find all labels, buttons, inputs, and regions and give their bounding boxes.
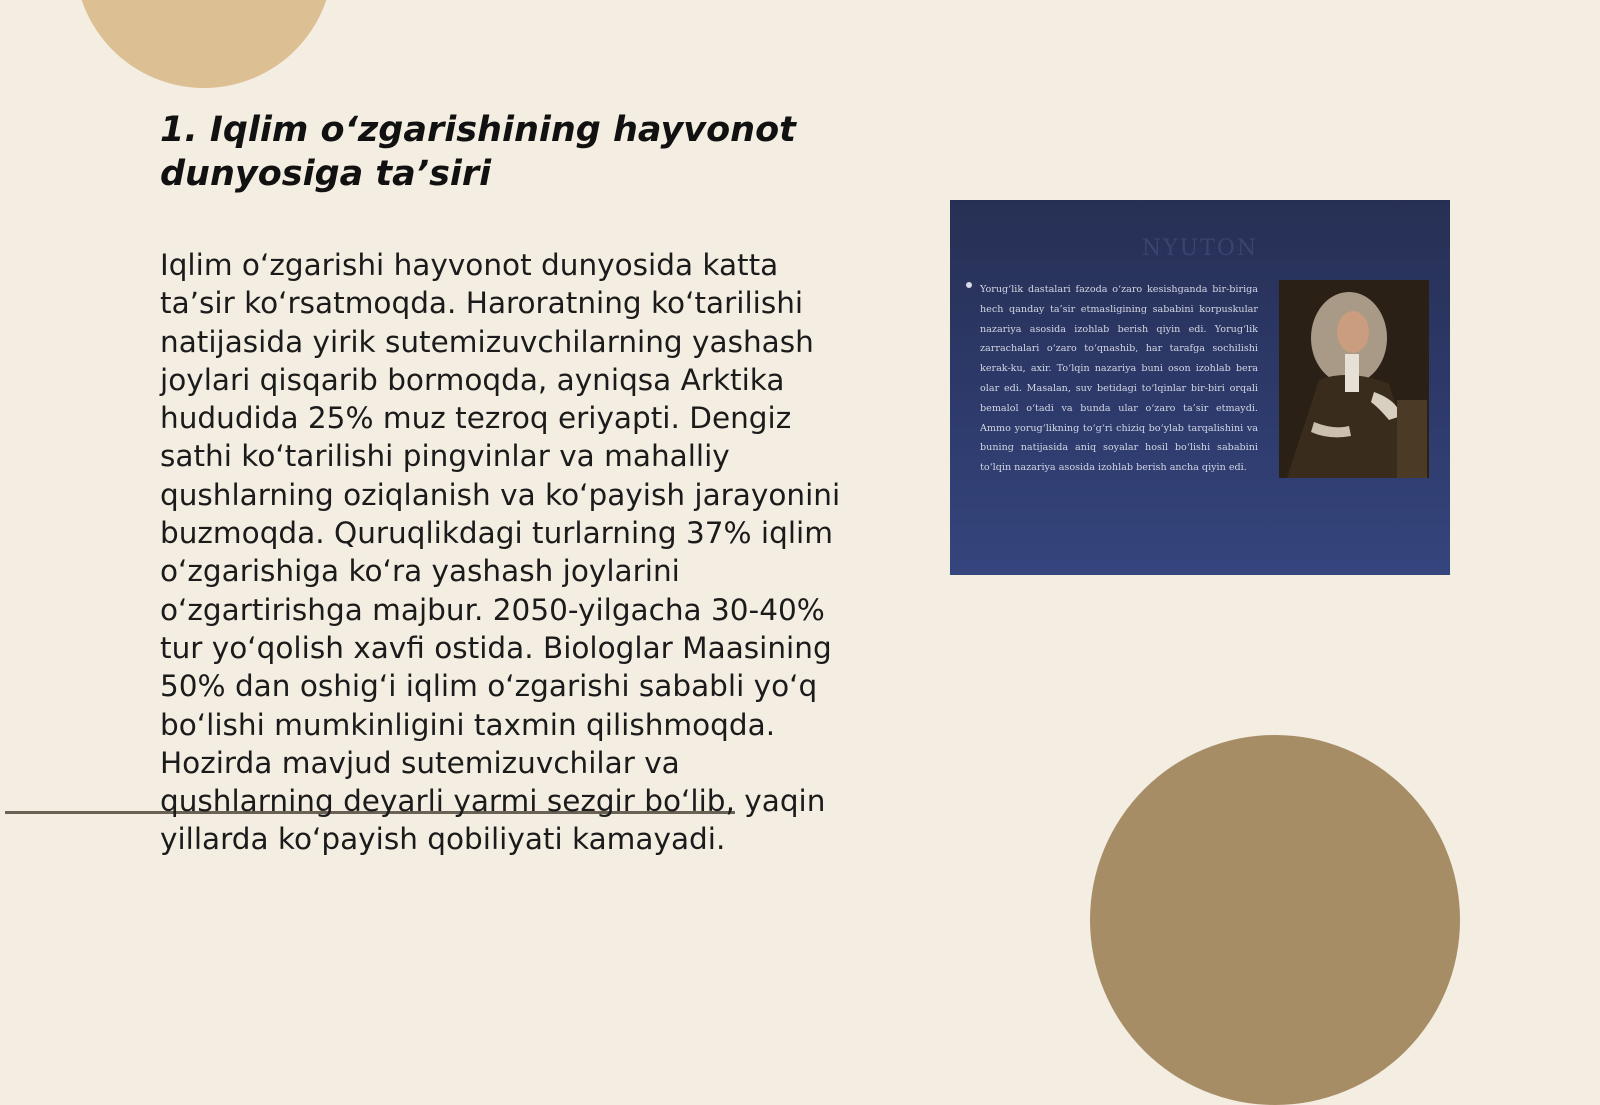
slide-title: 1. Iqlim o‘zgarishining hayvonot dunyosiga ta’siri	[160, 110, 796, 194]
slide-body-text: Iqlim o‘zgarishi hayvonot dunyosida katta ta’sir ko‘rsatmoqda. Haroratning ko‘tarilishi natijasida yirik sutemizuvchilarning yashash joylari qisqarib bormoqda, ayniqsa Arktika hududida 25% muz tezroq eriyapti. Dengiz sathi ko‘tarilishi pingvinlar va mahalliy qushlarning oziqlanish va ko‘payish jarayonini buzmoqda. Quruqlikdagi turlarning 37% iqlim o‘zgarishiga ko‘ra yashash joylarini o‘zgartirishga majbur. 2050-yilgacha 30-40% tur yo‘qolish xavfi ostida. Biologlar Maasining 50% dan oshig‘i iqlim o‘zgarishi sababli yo‘q bo‘lishi mumkinligini taxmin qilishmoqda. Hozirda mavjud sutemizuvchilar va qushlarning deyarli yarmi sezgir bo‘lib, yaqin yillarda ko‘payish qobiliyati kamayadi.	[160, 248, 841, 857]
embedded-slide-text: Yorug‘lik dastalari fazoda o‘zaro kesishganda bir-biriga hech qanday ta’sir etmasligining sababini korpuskular nazariya asosida izohlab berish qiyin edi. Yorug‘lik zarrachalari o‘zaro to‘qnashib, har tarafga sochilishi kerak-ku, axir. To‘lqin nazariya buni oson izohlab bera olar edi. Masalan, suv betidagi to‘lqinlar bir-biri orqali bemalol o‘tadi va bunda ular o‘zaro ta’sir etmaydi. Ammo yorug‘likning to‘g‘ri chiziq bo‘ylab tarqalishini va buning natijasida aniq soyalar hosil bo‘lishi sababini to‘lqin nazariya asosida izohlab berish ancha qiyin edi.	[980, 284, 1258, 474]
decorative-circle-top	[75, 0, 333, 88]
portrait-image	[1279, 280, 1429, 478]
portrait-illustration	[1279, 280, 1429, 478]
bullet-icon	[966, 282, 972, 288]
embedded-slide-image	[950, 200, 1450, 575]
embedded-slide-title: NYUTON	[1141, 236, 1259, 261]
decorative-circle-bottom	[1090, 735, 1460, 1105]
